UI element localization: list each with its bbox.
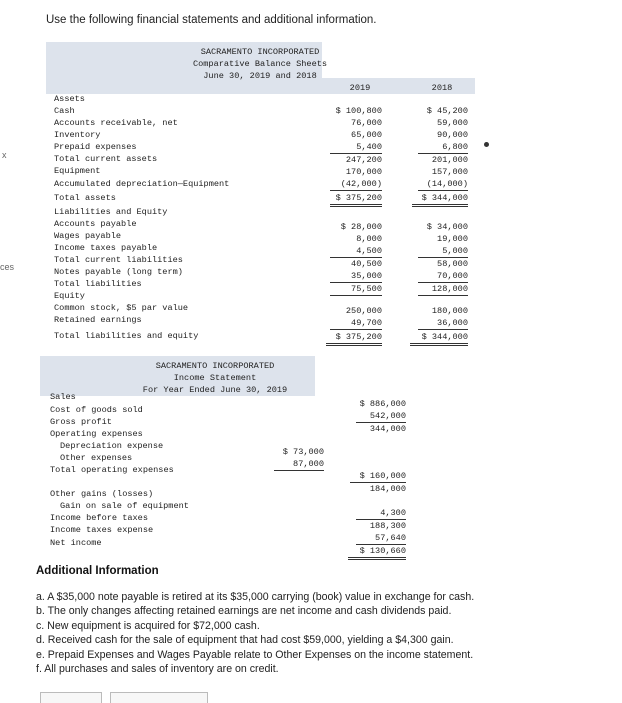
- bs-2019-value: 247,200: [345, 155, 382, 165]
- bs-label: Total current assets: [54, 154, 158, 164]
- edge-mark-x: x: [2, 150, 7, 160]
- bs-2018-value: 6,800: [418, 141, 468, 154]
- bs-2019-value: $ 100,800: [335, 106, 382, 116]
- is-label: Sales: [50, 392, 76, 402]
- bs-2019-value: 8,000: [356, 234, 382, 244]
- bs-2019-value: 250,000: [345, 306, 382, 316]
- bs-label: Assets: [54, 94, 85, 104]
- is-col-b-value: 4,300: [356, 507, 406, 520]
- bs-2019-value: 76,000: [351, 118, 382, 128]
- bs-2019-value: $ 28,000: [340, 222, 382, 232]
- bs-2019-value: 4,500: [330, 245, 382, 258]
- bs-2018-value: 19,000: [437, 234, 468, 244]
- is-label: Net income: [50, 538, 102, 548]
- additional-info-title: Additional Information: [36, 565, 159, 577]
- additional-info-item-b: b. The only changes affecting retained earnings are net income and cash dividends paid.: [36, 605, 452, 618]
- bs-2019-value: 75,500: [330, 283, 382, 296]
- partial-input-box[interactable]: [40, 692, 102, 703]
- is-col-b-value: 542,000: [356, 410, 406, 423]
- bs-label: Wages payable: [54, 231, 122, 241]
- additional-info-list: [36, 590, 474, 676]
- is-label: Income before taxes: [50, 513, 148, 523]
- bs-2019-value: $ 375,200: [330, 192, 382, 207]
- additional-info-item-f: f. All purchases and sales of inventory are on credit.: [36, 663, 279, 676]
- bs-2018-value: 59,000: [437, 118, 468, 128]
- bs-date: June 30, 2019 and 2018: [203, 71, 317, 81]
- is-label: Total operating expenses: [50, 465, 174, 475]
- bs-2018-value: 180,000: [431, 306, 468, 316]
- bs-2018-value: 90,000: [437, 130, 468, 140]
- bs-label: Accounts receivable, net: [54, 118, 178, 128]
- is-label: Other gains (losses): [50, 489, 154, 499]
- is-col-b-value: $ 886,000: [359, 399, 406, 409]
- is-date: For Year Ended June 30, 2019: [142, 385, 288, 395]
- bs-2019-value: 5,400: [330, 141, 382, 154]
- is-col-b-value: 57,640: [356, 532, 406, 545]
- bs-label: Income taxes payable: [54, 243, 158, 253]
- additional-info-item-d: d. Received cash for the sale of equipment that had cost $59,000, yielding a $4,300 gain.: [36, 634, 454, 647]
- edge-mark-ces: ces: [0, 262, 15, 272]
- bs-2019-value: 35,000: [330, 270, 382, 283]
- bs-label: Prepaid expenses: [54, 142, 137, 152]
- bs-label: Notes payable (long term): [54, 267, 183, 277]
- bs-label: Total assets: [54, 193, 116, 203]
- bs-2018-value: 201,000: [431, 155, 468, 165]
- bs-label: Total liabilities: [54, 279, 142, 289]
- is-col-b-value: $ 130,660: [348, 545, 406, 560]
- additional-info-item-c: c. New equipment is acquired for $72,000 cash.: [36, 619, 260, 632]
- is-col-b-value: $ 160,000: [350, 470, 406, 483]
- bs-2018-value: $ 45,200: [426, 106, 468, 116]
- is-label: Operating expenses: [50, 429, 143, 439]
- bs-label: Common stock, $5 par value: [54, 303, 189, 313]
- bs-company: SACRAMENTO INCORPORATED: [200, 47, 320, 57]
- bs-label: Total liabilities and equity: [54, 331, 199, 341]
- is-col-b-value: 344,000: [369, 424, 406, 434]
- intro-text: Use the following financial statements and additional information.: [46, 14, 377, 26]
- bs-2019-value: 65,000: [351, 130, 382, 140]
- is-company: SACRAMENTO INCORPORATED: [155, 361, 275, 371]
- bs-2019-value: 170,000: [345, 167, 382, 177]
- bs-label: Equity: [54, 291, 85, 301]
- is-col-b-value: 188,300: [369, 521, 406, 531]
- bs-2018-value: 70,000: [418, 270, 468, 283]
- bs-2018-value: $ 34,000: [426, 222, 468, 232]
- bs-2018-value: $ 344,000: [412, 192, 468, 207]
- is-col-b-value: 184,000: [369, 484, 406, 494]
- bs-col-2019: 2019: [349, 83, 371, 93]
- is-label: Income taxes expense: [50, 525, 154, 535]
- is-label: Other expenses: [60, 453, 133, 463]
- is-col-a-value: 87,000: [274, 458, 324, 471]
- bs-2018-value: 157,000: [431, 167, 468, 177]
- bs-2018-value: 58,000: [437, 259, 468, 269]
- is-label: Gain on sale of equipment: [60, 501, 189, 511]
- bs-label: Inventory: [54, 130, 101, 140]
- is-title: Income Statement: [173, 373, 257, 383]
- bs-2018-value: 128,000: [418, 283, 468, 296]
- bs-label: Total current liabilities: [54, 255, 183, 265]
- is-label: Depreciation expense: [60, 441, 164, 451]
- bs-2019-value: 49,700: [330, 317, 382, 330]
- is-label: Cost of goods sold: [50, 405, 143, 415]
- bs-2018-value: 5,000: [418, 245, 468, 258]
- bs-label: Accumulated depreciation—Equipment: [54, 179, 230, 189]
- bs-2019-value: 40,500: [351, 259, 382, 269]
- additional-info-item-e: e. Prepaid Expenses and Wages Payable relate to Other Expenses on the income statement.: [36, 648, 474, 661]
- bs-2018-value: (14,000): [418, 178, 468, 191]
- bs-2019-value: (42,000): [330, 178, 382, 191]
- bs-label: Liabilities and Equity: [54, 207, 168, 217]
- bs-2018-value: 36,000: [418, 317, 468, 330]
- bullet-dot-icon: [484, 142, 489, 147]
- bs-label: Cash: [54, 106, 75, 116]
- bs-title: Comparative Balance Sheets: [192, 59, 328, 69]
- bs-col-2018: 2018: [431, 83, 453, 93]
- additional-info-item-a: a. A $35,000 note payable is retired at its $35,000 carrying (book) value in exchange for cash.: [36, 591, 475, 603]
- bs-2019-value: $ 375,200: [326, 331, 382, 346]
- bs-label: Retained earnings: [54, 315, 142, 325]
- is-label: Gross profit: [50, 417, 112, 427]
- bs-label: Equipment: [54, 166, 101, 176]
- partial-input-box[interactable]: [110, 692, 208, 703]
- bs-label: Accounts payable: [54, 219, 137, 229]
- is-col-a-value: $ 73,000: [282, 447, 324, 457]
- bs-2018-value: $ 344,000: [410, 331, 468, 346]
